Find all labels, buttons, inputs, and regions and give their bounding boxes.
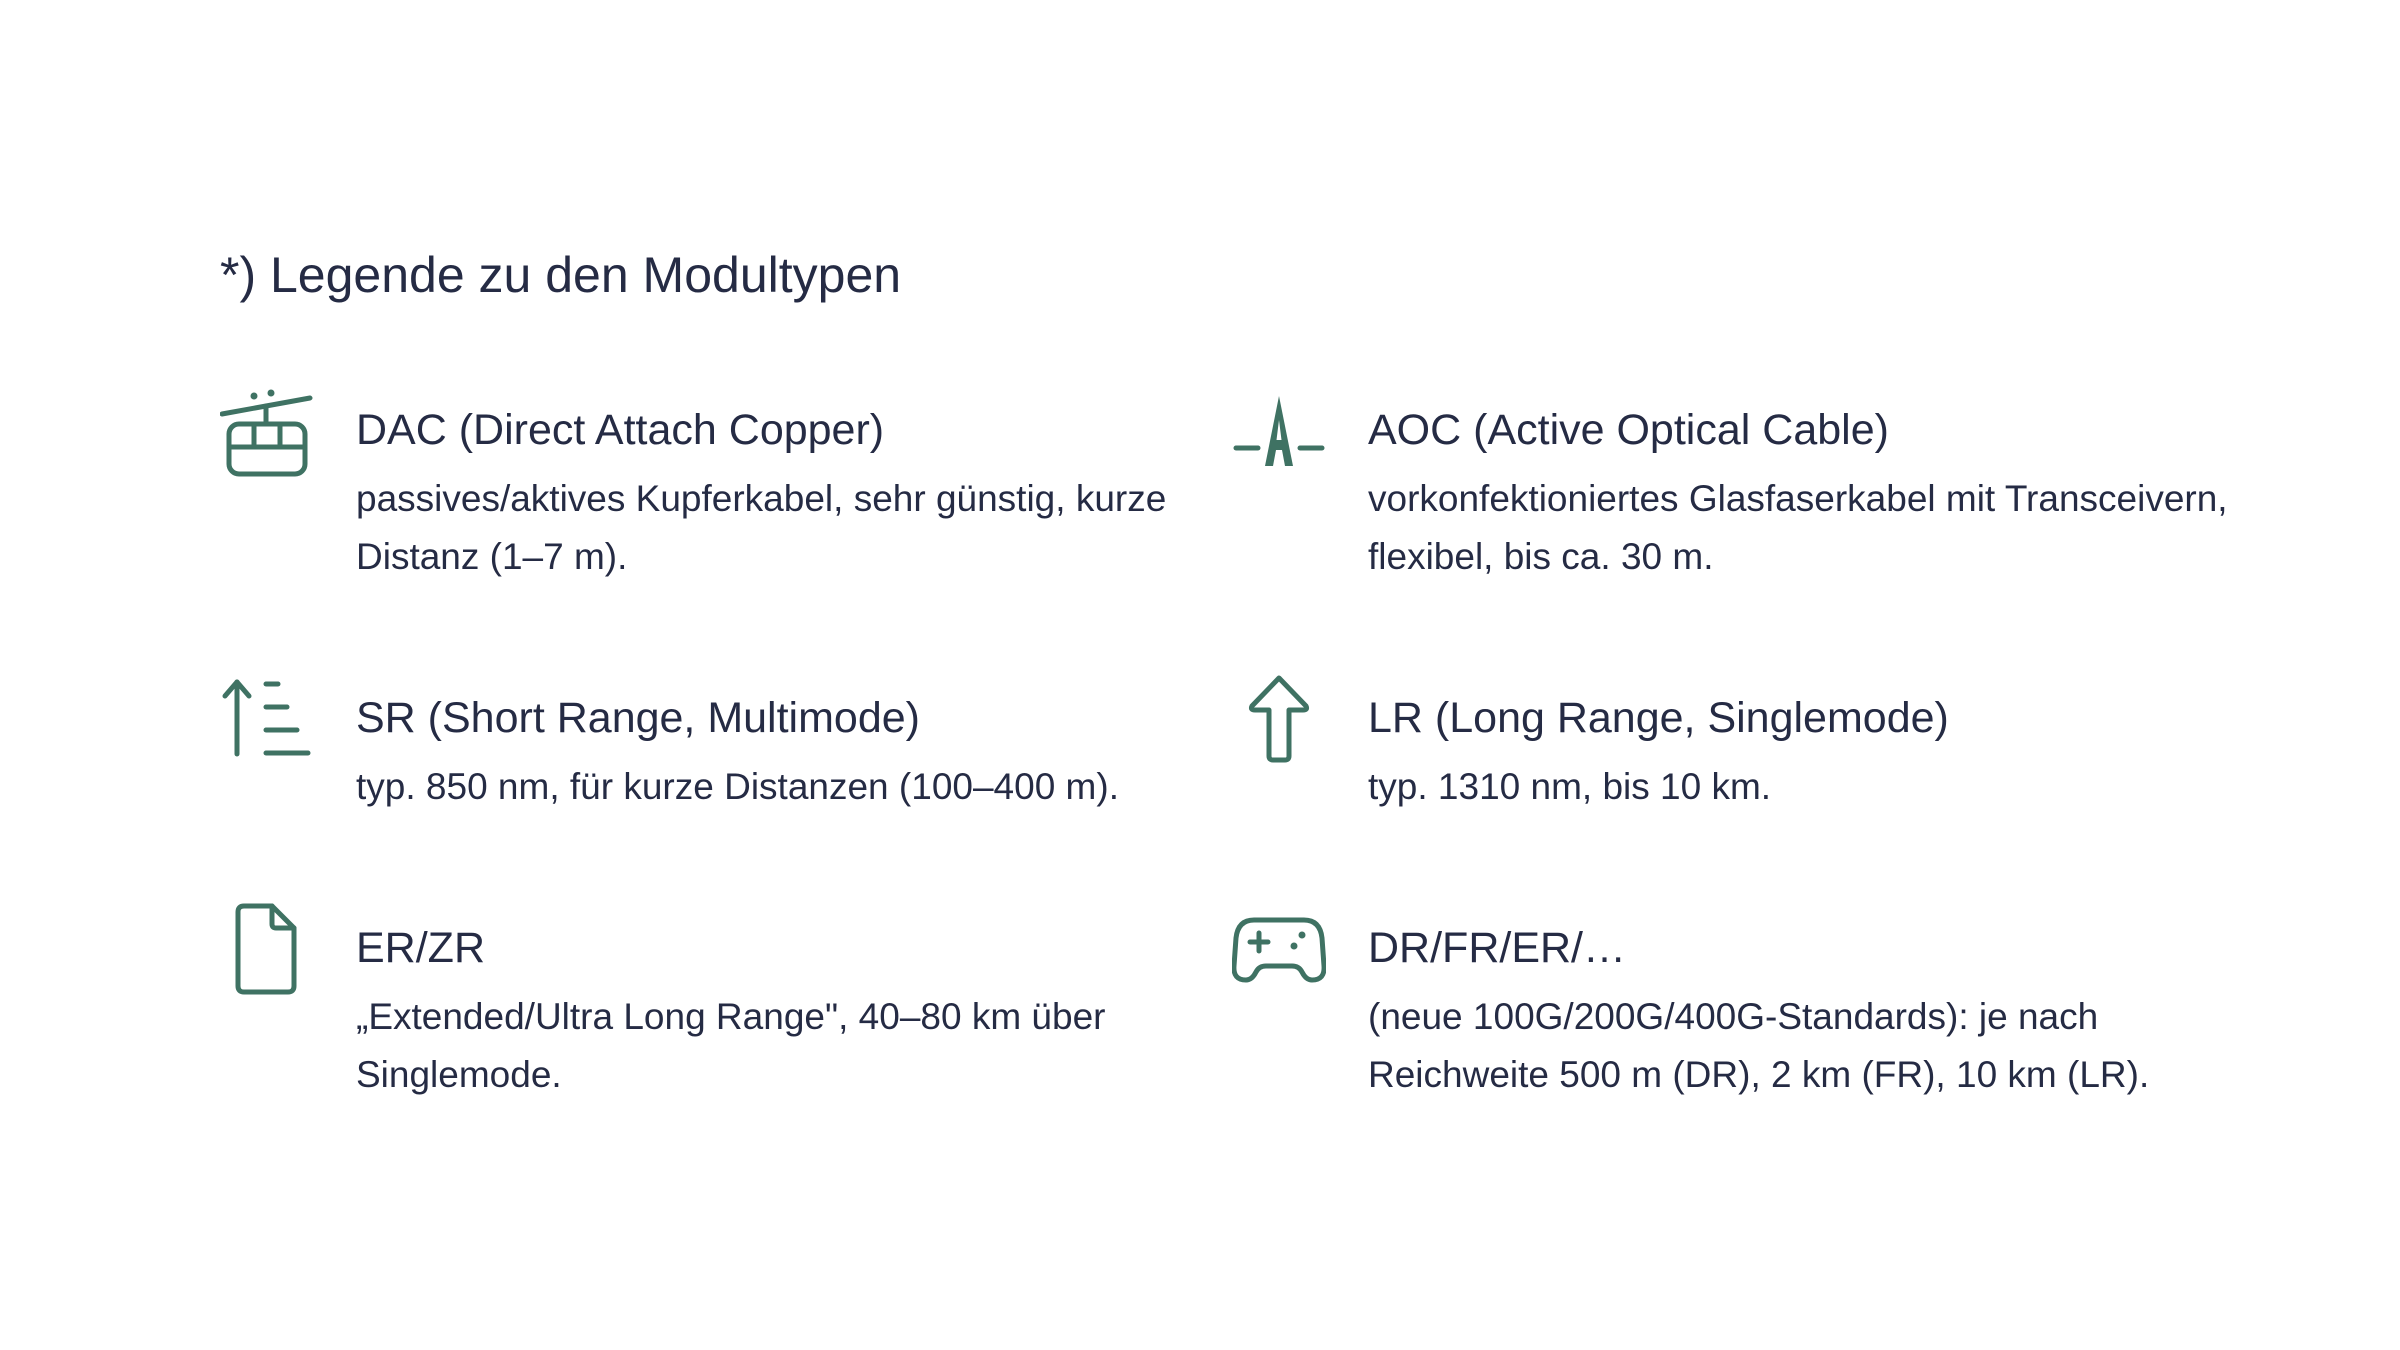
legend-item-title: DR/FR/ER/… [1368, 924, 1626, 972]
legend-item-description: passives/aktives Kupferkabel, sehr günstig, kurze Distanz (1–7 m). [356, 478, 1167, 577]
legend-item-description: typ. 1310 nm, bis 10 km. [1368, 766, 1772, 807]
legend-item-title: LR (Long Range, Singlemode) [1368, 694, 1949, 742]
legend-item-description: vorkonfektioniertes Glasfaserkabel mit Transceivern, flexibel, bis ca. 30 m. [1368, 478, 2228, 577]
page-title: *) Legende zu den Modultypen [220, 247, 902, 303]
file-icon [220, 902, 314, 996]
letter-a-icon [1232, 384, 1326, 478]
legend-item-dr-fr-er [1232, 902, 2192, 1102]
legend-item-sr [220, 672, 1180, 872]
arrow-up-icon [1232, 672, 1326, 766]
legend-item-lr [1232, 672, 2192, 872]
legend-item-description: typ. 850 nm, für kurze Distanzen (100–400 m). [356, 766, 1119, 807]
legend-item-description: (neue 100G/200G/400G-Standards): je nach Reichweite 500 m (DR), 2 km (FR), 10 km (LR). [1368, 996, 2150, 1095]
legend-item-title: DAC (Direct Attach Copper) [356, 406, 885, 454]
gamepad-icon [1232, 902, 1326, 996]
legend-item-aoc [1232, 384, 2228, 584]
legend-item-er-zr [220, 902, 1180, 1102]
legend-item-dac [220, 384, 1180, 584]
cable-car-icon [220, 384, 314, 478]
legend-item-title: ER/ZR [356, 924, 485, 972]
legend-item-title: SR (Short Range, Multimode) [356, 694, 920, 742]
sort-ascending-icon [220, 672, 314, 766]
legend-item-description: „Extended/Ultra Long Range", 40–80 km über Singlemode. [356, 996, 1106, 1095]
legend-item-title: AOC (Active Optical Cable) [1368, 406, 1889, 454]
